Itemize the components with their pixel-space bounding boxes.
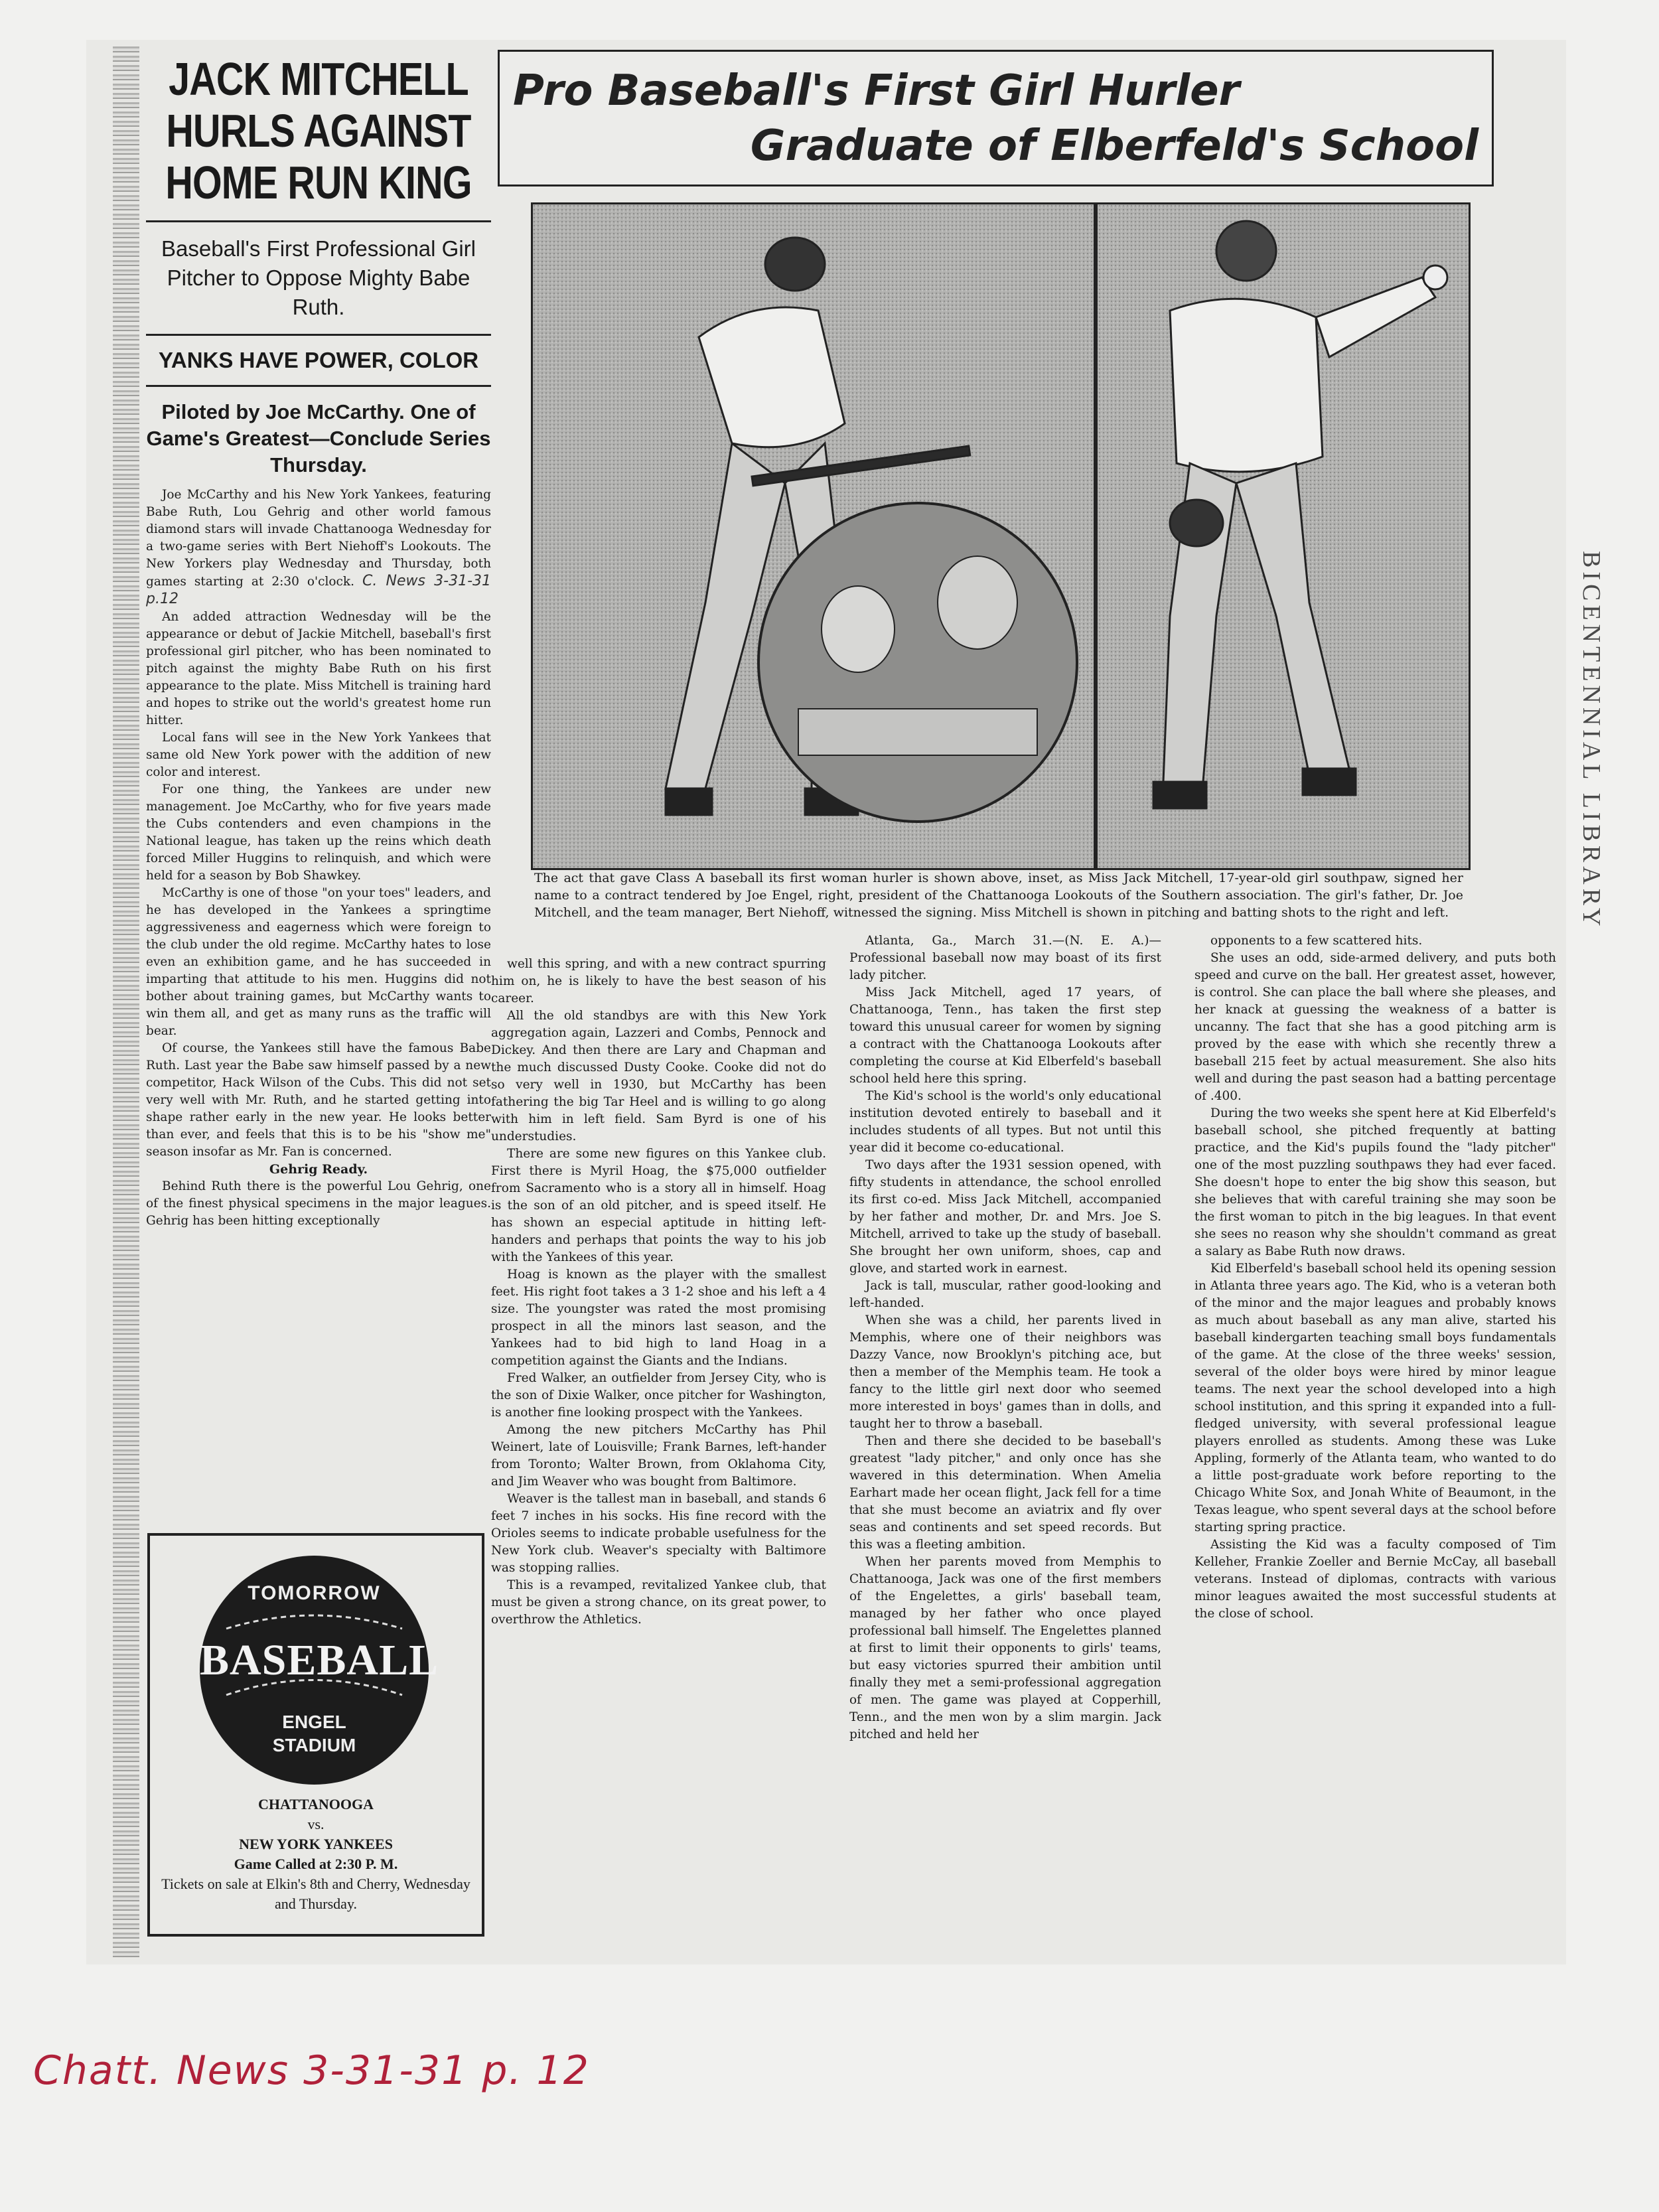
paragraph: Local fans will see in the New York Yankees that same old New York power with the addition of new color and interest. (146, 731, 491, 779)
paragraph: well this spring, and with a new contract spurring him on, he is likely to have the best season of his career. (491, 957, 826, 1005)
title-line-1: Pro Baseball's First Girl Hurler (513, 66, 1240, 115)
paragraph: Hoag is known as the player with the smallest feet. His right foot takes a 3 1-2 shoe and his left a 4 size. The youngster was rated the most promising prospect in all the minors last season, and the Yankees had to bid high to land Hoag in a competition against the Giants and the Indians. (491, 1268, 826, 1368)
paragraph: Assisting the Kid was a faculty composed of Tim Kelleher, Frankie Zoeller and Bernie McCay, all baseball veterans. Instead of diplomas, contracts with various minor leagues awaited the most successful students at the close of school. (1194, 1538, 1556, 1621)
column-1 (491, 956, 826, 1938)
photo-caption: The act that gave Class A baseball its first woman hurler is shown above, inset, as Miss Jack Mitchell, 17-year-old girl southpaw, signed her name to a contract tendered by Joe Engel, right, president of the Chattanooga Lookouts of the Southern association. The girl's father, Dr. Joe Mitchell, and the team manager, Bert Niehoff, witnessed the signing. Miss Mitchell is shown in pitching and batting shots to the right and left. (534, 871, 1463, 920)
paragraph: All the old standbys are with this New York aggregation again, Lazzeri and Combs, Pennock and Dickey. And then there are Lary and Chapman and the much discussed Dusty Cooke. Cooke did not do so very well in 1930, but McCarthy has been fathering the big Tar Heel and is willing to go along with him in left field. Sam Byrd is one of his understudies. (491, 1009, 826, 1143)
paragraph: Miss Jack Mitchell, aged 17 years, of Chattanooga, Tenn., has taken the first step toward this unusual career for women by signing a contract with the Chattanooga Lookouts after completing the course at Kid Elberfeld's baseball school held here this spring. (849, 986, 1161, 1086)
deck-2: YANKS HAVE POWER, COLOR (158, 348, 479, 372)
paragraph: For one thing, the Yankees are under new management. Joe McCarthy, who for five years made the Cubs contenders and even champions in the National league, has taken up the reins which death forced Miller Huggins to relinquish, and which were held for a season by Bob Shawkey. (146, 782, 491, 883)
column-2 (849, 932, 1161, 1915)
paragraph: Fred Walker, an outfielder from Jersey City, who is the son of Dixie Walker, once pitcher for Washington, is another fine looking prospect with the Yankees. (491, 1371, 826, 1420)
ad-engel: ENGEL (282, 1712, 346, 1732)
handwritten-citation-note: Chatt. News 3-31-31 p. 12 (33, 2047, 590, 2094)
title-line-2: Graduate of Elberfeld's School (750, 121, 1479, 171)
paragraph: Behind Ruth there is the powerful Lou Gehrig, one of the finest physical specimens in the major leagues. Gehrig has been hitting exceptionally (146, 1179, 491, 1228)
rule (146, 334, 491, 336)
deck-1: Baseball's First Professional Girl Pitcher to Oppose Mighty Babe Ruth. (161, 236, 476, 319)
paragraph: McCarthy is one of those "on your toes" leaders, and he has developed in the Yankees a springtime aggressiveness and eagerness which were foreign to the club under the old regime. McCarthy hates to lose even an exhibition game, and he has succeeded in imparting that attitude to his men. Huggins did not bother about training games, but McCarthy wants to win them all, and get as many runs as the traffic will bear. (146, 886, 491, 1038)
paragraph: Then and there she decided to be baseball's greatest "lady pitcher," and only once has she wavered in this determination. When Amelia Earhart made her ocean flight, Jack fell for a time that she must become an aviatrix and fly over seas and continents and set speed records. But this was a fleeting ambition. (849, 1434, 1161, 1552)
rule (146, 385, 491, 387)
photo-composite (531, 202, 1471, 870)
rule (146, 220, 491, 222)
paragraph: Joe McCarthy and his New York Yankees, featuring Babe Ruth, Lou Gehrig and other world famous diamond stars will invade Chattanooga Wednesday for a two-game series with Bert Niehoff's Lookouts. The New Yorkers play Wednesday and Thursday, both games starting at 2:30 o'clock. C. News 3-31-31 p.12 (146, 488, 491, 607)
paragraph: When her parents moved from Memphis to Chattanooga, Jack was one of the first members of the Engelettes, a girls' baseball team, managed by her father who once played professional ball himself. The Engelettes planned at first to limit their opponents to girls' teams, but easy victories spurred their ambition until finally they met a semi-professional aggregation of men. The game was played at Copperhill, Tenn., and the men won by a slim margin. Jack pitched and held her (849, 1555, 1161, 1741)
baseball-logo-icon (200, 1556, 439, 1785)
paragraph: She uses an odd, side-armed delivery, and puts both speed and curve on the ball. Her greatest asset, however, is control. She can place the ball where she pleases, and her knack at guessing the weakness of a batter is uncanny. The fact that she has a good pitching arm is proved by the ease with which she recently threw a baseball 215 feet by actual measurement. She also hits well and during the past season had a batting percentage of .400. (1194, 951, 1556, 1103)
headline: JACK MITCHELL HURLS AGAINST HOME RUN KING (165, 53, 472, 208)
paragraph: When she was a child, her parents lived in Memphis, where one of their neighbors was Dazzy Vance, now Brooklyn's pitching ace, but then a member of the Memphis team. He took a fancy to the little girl next door who seemed more interested in boys' games than in dolls, and taught her to throw a baseball. (849, 1313, 1161, 1431)
paragraph: Weaver is the tallest man in baseball, and stands 6 feet 7 inches in his socks. His fine record with the Orioles seems to indicate probable usefulness for the New York club. Weaver's specialty with Baltimore was stopping rallies. (491, 1492, 826, 1575)
paragraph: opponents to a few scattered hits. (1210, 934, 1423, 948)
paragraph: There are some new figures on this Yankee club. First there is Myril Hoag, the $75,000 outfielder from Sacramento who is a story all in himself. Hoag is the son of an old pitcher, and is speed itself. He has shown an especial aptitude in hitting left-handers and perhaps that points the way to his job with the Yankees of this year. (491, 1147, 826, 1264)
ad-details: CHATTANOOGA vs. NEW YORK YANKEES Game Called at 2:30 P. M. Tickets on sale at Elkin's 8th and Cherry, Wednesday and Thursday. (161, 1796, 470, 1912)
paragraph: Jack is tall, muscular, rather good-looking and left-handed. (849, 1279, 1161, 1310)
ad-tomorrow: TOMORROW (248, 1582, 381, 1604)
paragraph: Among the new pitchers McCarthy has Phil Weinert, late of Louisville; Frank Barnes, left-hander from Toronto; Walter Brown, from Oklahoma City, and Jim Weaver who was bought from Baltimore. (491, 1423, 826, 1489)
paragraph: Kid Elberfeld's baseball school held its opening session in Atlanta three years ago. The Kid, who is a veteran both of the minor and the major leagues and probably knows as much about baseball as any man alive, started his baseball kindergarten teaching small boys fundamentals of the game. At the close of the three weeks' session, several of the older boys were hired by minor league teams. The next year the school developed into a high school institution, and this spring it expanded into a full-fledged university, with several professional league players enrolled as students. Among these was Luke Appling, formerly of the Atlanta team, who wanted to do a little post-graduate work before reporting to the Chicago White Sox, and Jonah White of Beaumont, in the Texas league, who spent several days at the school before starting spring practice. (1194, 1262, 1556, 1534)
paragraph: An added attraction Wednesday will be the appearance or debut of Jackie Mitchell, baseball's first professional girl pitcher, who has been nominated to pitch against the mighty Babe Ruth on his first appearance to the plate. Miss Mitchell is training hard and hopes to strike out the world's greatest home run hitter. (146, 610, 491, 727)
library-side-label: BICENTENNIAL LIBRARY (1577, 551, 1605, 930)
inset-signing-photo (758, 503, 1077, 822)
baseball-ad (147, 1533, 484, 1937)
paragraph: Of course, the Yankees still have the famous Babe Ruth. Last year the Babe saw himself passed by a new competitor, Hack Wilson of the Cubs. This did not set very well with Mr. Ruth, and he started getting into shape rather early in the new year. He looks better than ever, and feels that this is to be his "show me" season insofar as Mr. Fan is concerned. (146, 1041, 491, 1159)
subhead: Gehrig Ready. (269, 1162, 368, 1177)
handwritten-citation: C. News 3-31-31 p.12 (146, 573, 491, 607)
photo-illustration (533, 204, 1469, 868)
torn-edge (113, 46, 139, 1958)
deck-3: Piloted by Joe McCarthy. One of Game's Greatest—Conclude Series Thursday. (146, 400, 491, 477)
paragraph: Two days after the 1931 session opened, with fifty students in attendance, the school enrolled its first co-ed. Miss Jack Mitchell, accompanied by her father and mother, Dr. and Mrs. Joe S. Mitchell, arrived to take up the study of baseball. She brought her own uniform, shoes, cap and glove, and started work in earnest. (849, 1158, 1161, 1276)
ad-baseball: BASEBALL (200, 1636, 439, 1684)
paragraph: During the two weeks she spent here at Kid Elberfeld's baseball school, she pitched frequently at batting practice, and the Kid's pupils found the "lady pitcher" one of the most puzzling southpaws they had ever faced. She doesn't hope to enter the big show this season, but she believes that with careful training she may soon be the first woman to pitch in the big leagues. In that event she sees no reason why she shouldn't command as great a salary as Babe Ruth now draws. (1194, 1106, 1556, 1258)
paragraph: The Kid's school is the world's only educational institution devoted entirely to baseball and it includes students of all types. But not until this year did it become co-educational. (849, 1089, 1161, 1155)
paragraph: This is a revamped, revitalized Yankee club, that must be given a strong chance, on its great power, to overthrow the Athletics. (491, 1578, 826, 1627)
paragraph: Atlanta, Ga., March 31.—(N. E. A.)—Professional baseball now may boast of its first lady pitcher. (849, 934, 1161, 982)
main-title-box (498, 50, 1494, 186)
column-3 (1194, 932, 1556, 1915)
ad-stadium: STADIUM (272, 1735, 356, 1755)
